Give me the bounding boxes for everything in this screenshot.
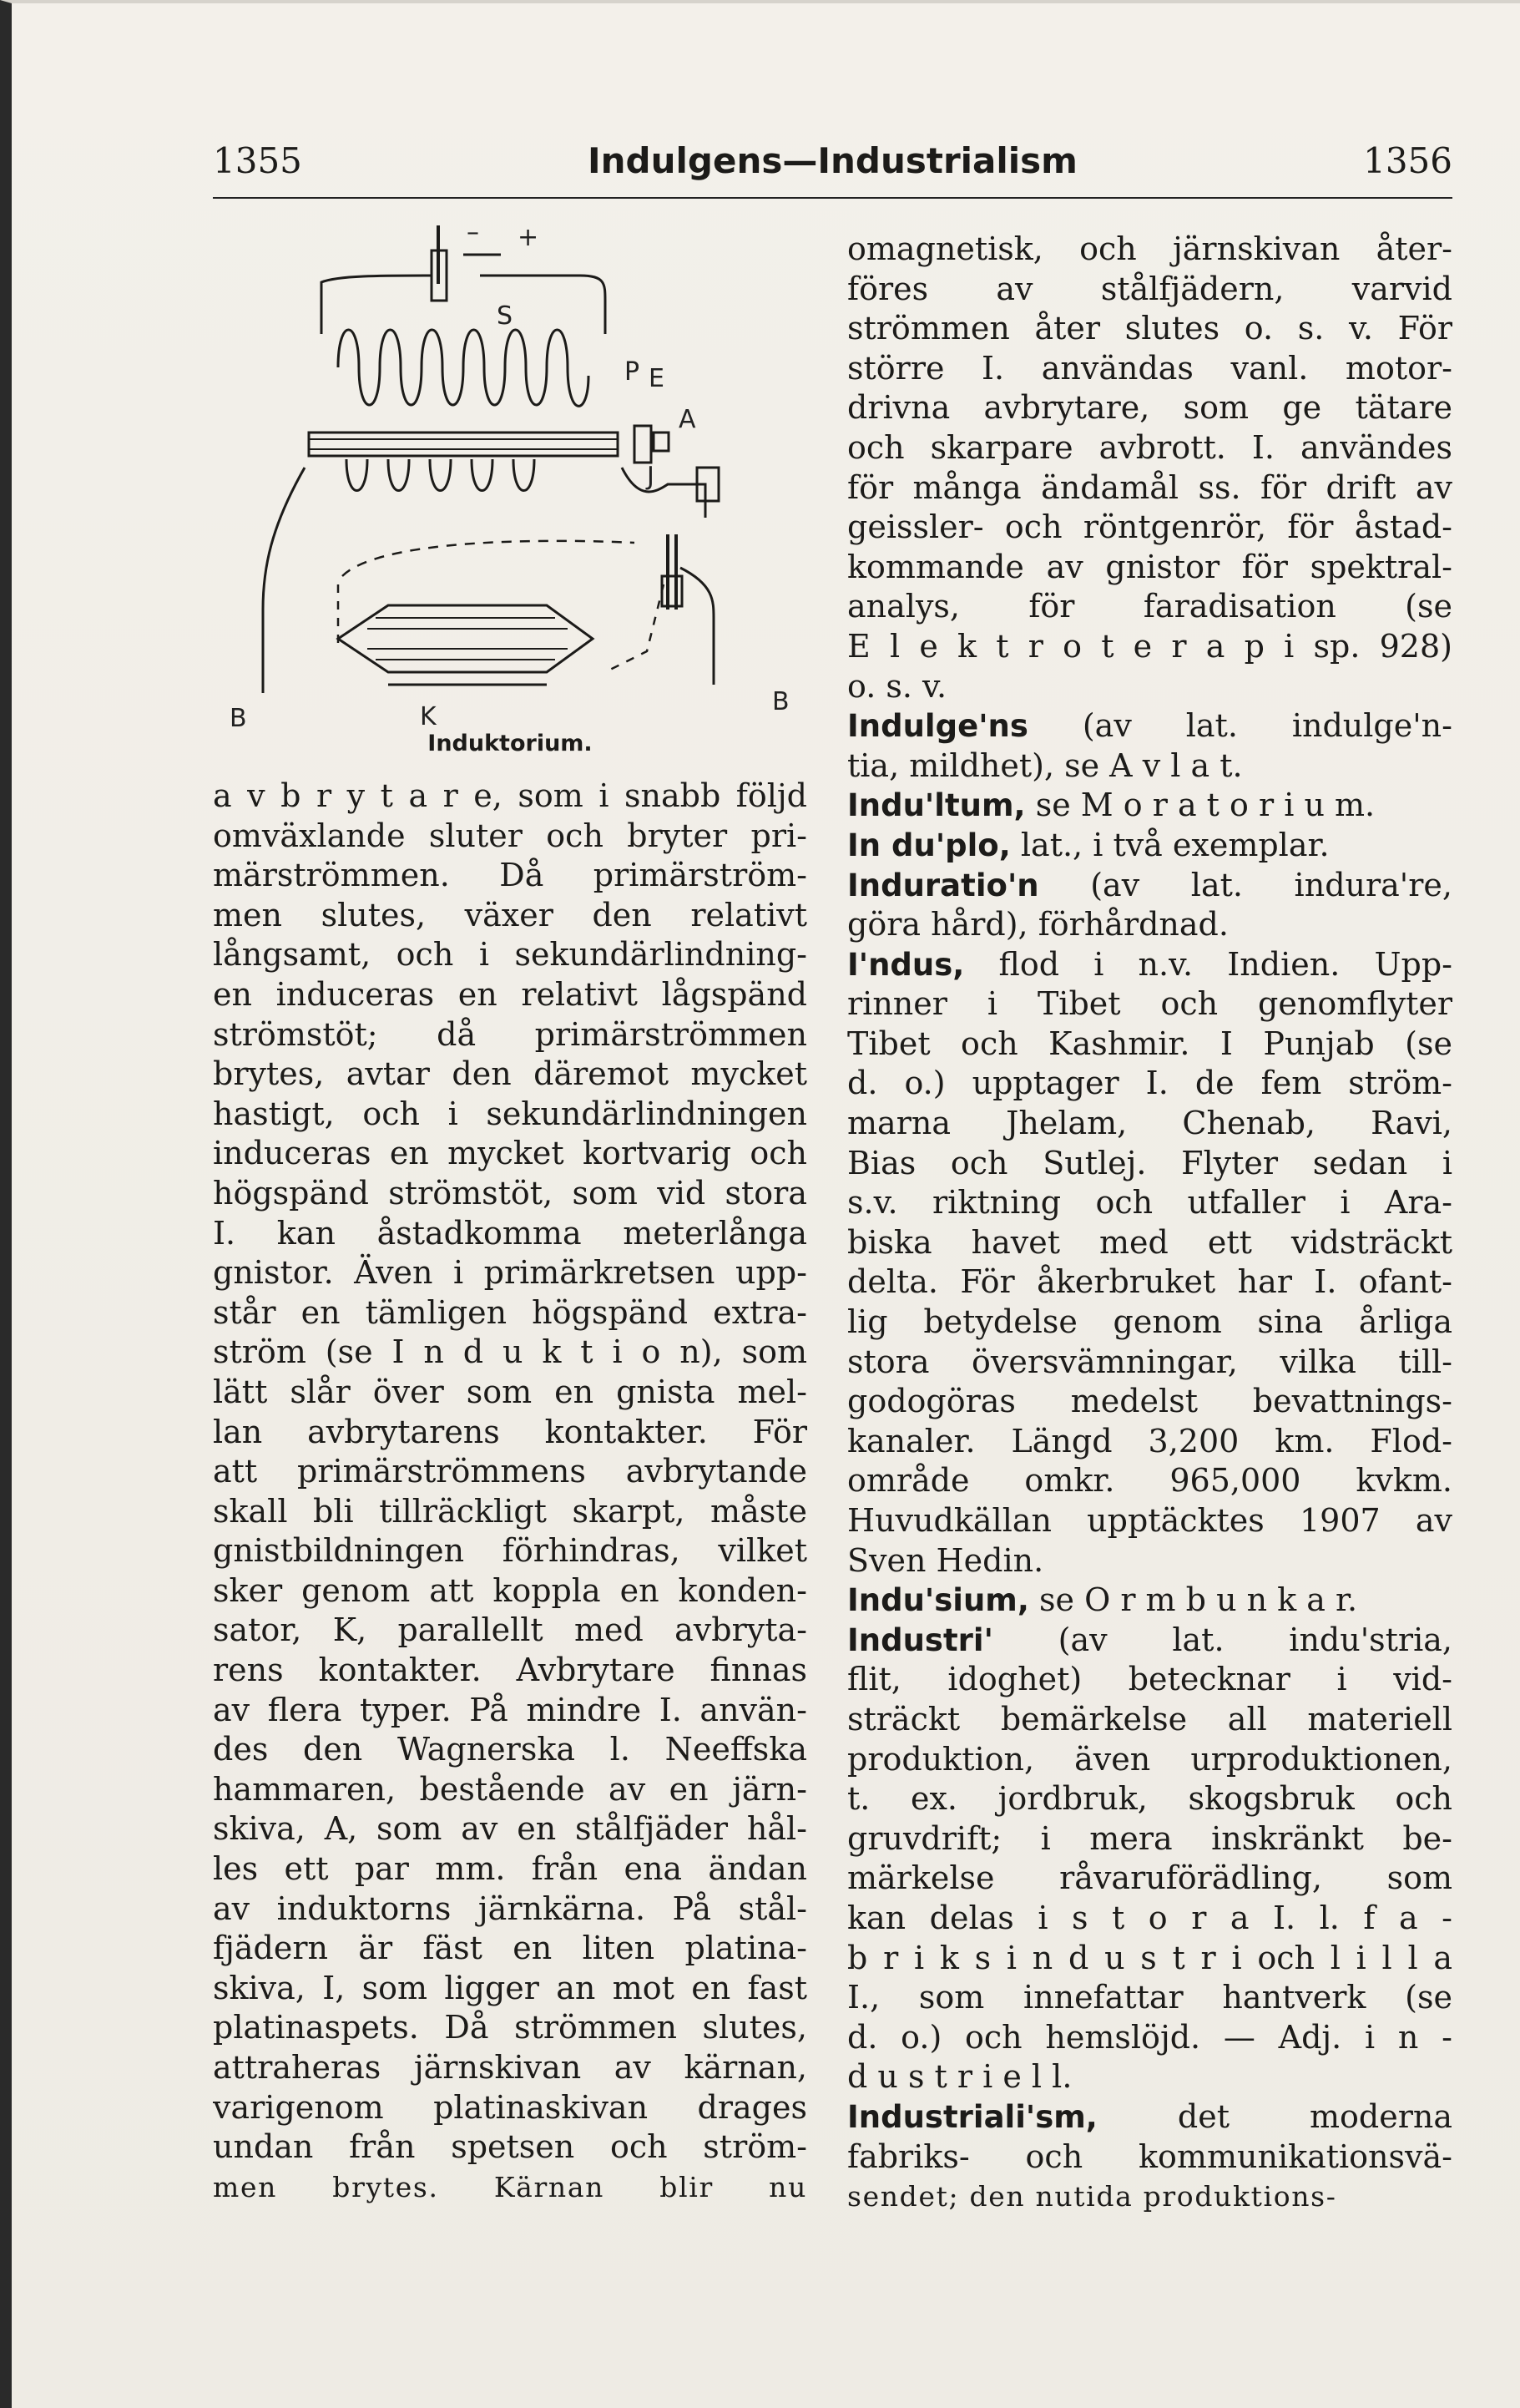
entry-text: se M o r a t o r i u m. bbox=[1035, 787, 1376, 824]
entry-headword: Indu'sium, bbox=[847, 1582, 1029, 1619]
entry-line bbox=[847, 2137, 1452, 2178]
text-line: men slutes, växer den relativt bbox=[213, 896, 807, 933]
entry-line bbox=[847, 1779, 1452, 1819]
entry-text: flit, idoghet) betecknar i vid- bbox=[847, 1661, 1452, 1698]
text-line: platinaspets. Då strömmen slutes, bbox=[213, 2009, 807, 2046]
page-header bbox=[213, 140, 1452, 190]
label-minus: – bbox=[467, 218, 479, 247]
entry-text: d. o.) och hemslöjd. — Adj. i n - bbox=[847, 2018, 1452, 2056]
text-line: varigenom platinaskivan drages bbox=[213, 2088, 807, 2126]
entry-text: det moderna bbox=[1177, 2097, 1452, 2135]
text-line: långsamt, och i sekundärlindning- bbox=[213, 936, 807, 974]
entry-line bbox=[847, 1700, 1452, 1740]
entry-text: marna Jhelam, Chenab, Ravi, bbox=[847, 1105, 1452, 1142]
entry-line bbox=[847, 1939, 1452, 1979]
text-line: märströmmen. Då primärström- bbox=[213, 857, 807, 894]
entry-line bbox=[847, 2177, 1452, 2217]
entry-line bbox=[847, 1303, 1452, 1343]
entry-headword: Indu'ltum, bbox=[847, 787, 1026, 824]
entry-text: d u s t r i e l l. bbox=[847, 2058, 1073, 2096]
entry-text: se O r m b u n k a r. bbox=[1039, 1581, 1358, 1619]
label-p: P bbox=[624, 357, 640, 387]
text-line: fjädern är fäst en liten platina- bbox=[213, 1930, 807, 1967]
entry-text: b r i k s i n d u s t r i och l i l l a bbox=[847, 1939, 1452, 1976]
entry-line bbox=[847, 1382, 1452, 1422]
text-line: gnistbildningen förhindras, vilket bbox=[213, 1532, 807, 1570]
entry-line bbox=[847, 1223, 1452, 1263]
text-line: strömmen åter slutes o. s. v. För bbox=[847, 310, 1452, 347]
label-k: K bbox=[420, 702, 437, 726]
entry-text: rinner i Tibet och genomflyter bbox=[847, 985, 1452, 1023]
text-line: omväxlande sluter och bryter pri- bbox=[213, 817, 807, 854]
entry-first-line bbox=[847, 706, 1452, 746]
text-line: skiva, I, som ligger an mot en fast bbox=[213, 1969, 807, 2006]
text-line: skall bli tillräckligt skarpt, måste bbox=[213, 1492, 807, 1530]
text-line: I. kan åstadkomma meterlånga bbox=[213, 1214, 807, 1252]
entry-text: biska havet med ett vidsträckt bbox=[847, 1223, 1452, 1261]
entry-headword: I'ndus, bbox=[847, 946, 965, 983]
entry-text: fabriks- och kommunikationsvä- bbox=[847, 2137, 1452, 2175]
entry-line bbox=[847, 1501, 1452, 1541]
label-a: A bbox=[679, 405, 696, 434]
induktorium-figure bbox=[213, 217, 807, 777]
entry-text: flod i n.v. Indien. Upp- bbox=[998, 945, 1452, 983]
text-line: strömstöt; då primärströmmen bbox=[213, 1015, 807, 1053]
entry-text: produktion, även urproduktionen, bbox=[847, 1740, 1452, 1778]
entry-text: kan delas i s t o r a I. l. f a - bbox=[847, 1899, 1452, 1936]
entry-text: område omkr. 965,000 kvkm. bbox=[847, 1462, 1452, 1500]
text-line: o. s. v. bbox=[847, 667, 947, 705]
entry-line bbox=[847, 1859, 1452, 1899]
entry-text: delta. För åkerbruket har I. ofant- bbox=[847, 1263, 1452, 1301]
text-line: men brytes. Kärnan blir nu bbox=[213, 2170, 807, 2203]
entry-text: sendet; den nutida produktions- bbox=[847, 2180, 1337, 2213]
text-line: induceras en mycket kortvarig och bbox=[213, 1135, 807, 1172]
entry-line bbox=[847, 1183, 1452, 1223]
text-line: av flera typer. På mindre I. använ- bbox=[213, 1691, 807, 1728]
entry-text: göra hård), förhårdnad. bbox=[847, 906, 1229, 943]
text-line: står en tämligen högspänd extra- bbox=[213, 1293, 807, 1331]
entry-line bbox=[847, 1144, 1452, 1184]
entry-line bbox=[847, 1899, 1452, 1939]
entry-text: Tibet och Kashmir. I Punjab (se bbox=[847, 1024, 1452, 1062]
induction-coil-drawing bbox=[213, 217, 807, 726]
entry-first-line bbox=[847, 866, 1452, 906]
entry-text: t. ex. jordbruk, skogsbruk och bbox=[847, 1780, 1452, 1818]
text-line: geissler- och röntgenrör, för åstad- bbox=[847, 508, 1452, 546]
label-s: S bbox=[497, 301, 513, 331]
entry-line bbox=[847, 2057, 1452, 2097]
entry-text: (av lat. indura're, bbox=[1090, 866, 1452, 903]
text-line: les ett par mm. från ena ändan bbox=[213, 1850, 807, 1888]
entry-line bbox=[847, 2018, 1452, 2058]
text-line: lätt slår över som en gnista mel- bbox=[213, 1373, 807, 1410]
entry-line bbox=[847, 984, 1452, 1024]
text-line: des den Wagnerska l. Neeffska bbox=[213, 1731, 807, 1768]
text-line: föres av stålfjädern, varvid bbox=[847, 270, 1452, 307]
entry-text: s.v. riktning och utfaller i Ara- bbox=[847, 1184, 1452, 1222]
text-line: en induceras en relativt lågspänd bbox=[213, 975, 807, 1013]
entry-text: Bias och Sutlej. Flyter sedan i bbox=[847, 1144, 1452, 1181]
entry-line bbox=[847, 1104, 1452, 1144]
text-line: hastigt, och i sekundärlindningen bbox=[213, 1095, 807, 1132]
entry-first-line bbox=[847, 826, 1452, 866]
entry-text: (av lat. indu'stria, bbox=[1058, 1621, 1452, 1658]
running-title: Indulgens—Industrialism bbox=[588, 140, 1078, 181]
entry-text: (av lat. indulge'n- bbox=[1082, 707, 1452, 745]
entry-first-line bbox=[847, 2097, 1452, 2137]
entry-text: I., som innefattar hantverk (se bbox=[847, 1979, 1452, 2016]
entry-text: kanaler. Längd 3,200 km. Flod- bbox=[847, 1422, 1452, 1459]
entry-headword: In du'plo, bbox=[847, 827, 1011, 863]
text-line: gnistor. Även i primärkretsen upp- bbox=[213, 1254, 807, 1292]
entry-line bbox=[847, 1024, 1452, 1065]
entry-text: tia, mildhet), se A v l a t. bbox=[847, 746, 1243, 784]
text-line: högspänd strömstöt, som vid stora bbox=[213, 1174, 807, 1212]
text-line: sker genom att koppla en konden- bbox=[213, 1571, 807, 1609]
entry-first-line bbox=[847, 945, 1452, 985]
label-b-right: B bbox=[772, 687, 790, 716]
entry-first-line bbox=[847, 786, 1452, 826]
text-line: omagnetisk, och järnskivan åter- bbox=[847, 230, 1452, 267]
entry-headword: Induratio'n bbox=[847, 867, 1039, 903]
entry-text: godogöras medelst bevattnings- bbox=[847, 1383, 1452, 1420]
entry-line bbox=[847, 1262, 1452, 1303]
entry-headword: Industri' bbox=[847, 1621, 993, 1658]
figure-caption: Induktorium. bbox=[427, 731, 593, 756]
text-line: större I. användas vanl. motor- bbox=[847, 349, 1452, 387]
text-line: för många ändamål ss. för drift av bbox=[847, 468, 1452, 506]
text-line: att primärströmmens avbrytande bbox=[213, 1453, 807, 1490]
text-line: drivna avbrytare, som ge tätare bbox=[847, 389, 1452, 427]
entry-line bbox=[847, 1422, 1452, 1462]
entry-text: Huvudkällan upptäcktes 1907 av bbox=[847, 1502, 1452, 1539]
entry-line bbox=[847, 1740, 1452, 1780]
text-line: sator, K, parallellt med avbryta- bbox=[213, 1611, 807, 1649]
entry-headword: Indulge'ns bbox=[847, 708, 1028, 745]
header-rule bbox=[213, 197, 1452, 199]
text-line: skiva, A, som av en stålfjäder hål- bbox=[213, 1810, 807, 1848]
entry-text: lat., i två exemplar. bbox=[1020, 826, 1330, 863]
text-line: a v b r y t a r e, som i snabb följd bbox=[213, 777, 807, 814]
label-e: E bbox=[649, 364, 664, 393]
text-line: brytes, avtar den däremot mycket bbox=[213, 1055, 807, 1093]
label-b-left: B bbox=[230, 704, 247, 726]
entry-line bbox=[847, 1541, 1452, 1581]
text-line: rens kontakter. Avbrytare finnas bbox=[213, 1652, 807, 1689]
entry-text: stora översvämningar, vilka till- bbox=[847, 1343, 1452, 1380]
entry-line bbox=[847, 746, 1452, 787]
label-plus: + bbox=[518, 223, 539, 252]
text-line: lan avbrytarens kontakter. För bbox=[213, 1413, 807, 1450]
label-j: J bbox=[647, 462, 654, 491]
text-line: undan från spetsen och ström- bbox=[213, 2128, 807, 2166]
text-line: hammaren, bestående av en järn- bbox=[213, 1770, 807, 1808]
left-column bbox=[213, 777, 807, 2207]
entry-line bbox=[847, 1819, 1452, 1859]
entry-line bbox=[847, 905, 1452, 945]
entry-line bbox=[847, 1660, 1452, 1700]
entry-first-line bbox=[847, 1621, 1452, 1661]
text-line: av induktorns järnkärna. På stål- bbox=[213, 1889, 807, 1927]
entry-text: d. o.) upptager I. de fem ström- bbox=[847, 1065, 1452, 1102]
text-line: analys, för faradisation (se bbox=[847, 588, 1452, 625]
text-line: ström (se I n d u k t i o n), som bbox=[213, 1333, 807, 1371]
entry-line bbox=[847, 1978, 1452, 2018]
text-line: E l e k t r o t e r a p i sp. 928) bbox=[847, 627, 1452, 665]
page-number-right: 1356 bbox=[1363, 140, 1452, 181]
text-line: och skarpare avbrott. I. användes bbox=[847, 428, 1452, 466]
entry-text: sträckt bemärkelse all materiell bbox=[847, 1700, 1452, 1738]
entry-text: märkelse råvaruförädling, som bbox=[847, 1859, 1452, 1897]
entry-line bbox=[847, 1461, 1452, 1501]
entry-text: lig betydelse genom sina årliga bbox=[847, 1303, 1452, 1341]
entry-headword: Industriali'sm, bbox=[847, 2098, 1098, 2135]
entry-text: Sven Hedin. bbox=[847, 1541, 1044, 1579]
right-column bbox=[847, 230, 1452, 2217]
text-line: attraheras järnskivan av kärnan, bbox=[213, 2049, 807, 2086]
entry-line bbox=[847, 1343, 1452, 1383]
entry-first-line bbox=[847, 1581, 1452, 1621]
entry-line bbox=[847, 1064, 1452, 1104]
entry-text: gruvdrift; i mera inskränkt be- bbox=[847, 1819, 1452, 1857]
page-number-left: 1355 bbox=[213, 140, 302, 181]
text-line: kommande av gnistor för spektral- bbox=[847, 548, 1452, 585]
